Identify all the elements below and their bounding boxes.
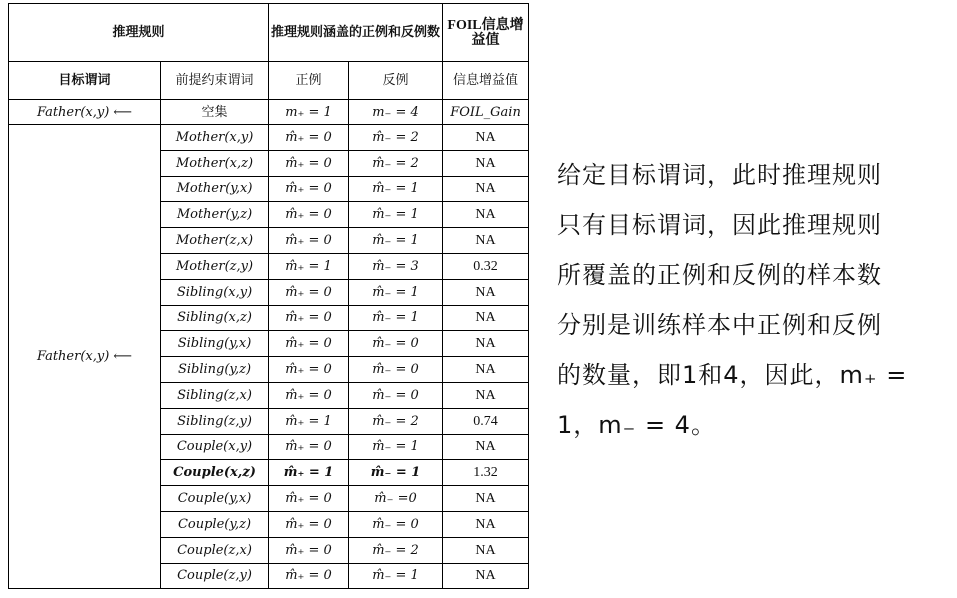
cell-pos: m̂₊ = 0 xyxy=(269,434,349,460)
cell-premise: Mother(x,z) xyxy=(161,150,269,176)
cell-premise: Mother(y,z) xyxy=(161,202,269,228)
cell-premise: Couple(y,x) xyxy=(161,486,269,512)
cell-pos: m̂₊ = 0 xyxy=(269,486,349,512)
cell-neg: m̂₋ = 1 xyxy=(349,305,443,331)
cell-premise: Sibling(z,x) xyxy=(161,382,269,408)
explanation-line: 给定目标谓词，此时推理规则 xyxy=(557,161,882,189)
cell-gain: NA xyxy=(443,331,529,357)
explanation-line: 所覆盖的正例和反例的样本数 xyxy=(557,261,882,289)
cell-premise: Sibling(x,z) xyxy=(161,305,269,331)
cell-pos: m̂₊ = 0 xyxy=(269,176,349,202)
header-premise: 前提约束谓词 xyxy=(161,62,269,100)
header-target: 目标谓词 xyxy=(9,62,161,100)
cell-neg: m̂₋ = 2 xyxy=(349,537,443,563)
base-target: Father(x,y) ⟵ xyxy=(9,100,161,125)
header-coverage: 推理规则涵盖的正例和反例数 xyxy=(269,4,443,62)
cell-premise: Mother(y,x) xyxy=(161,176,269,202)
cell-neg: m̂₋ = 1 xyxy=(349,460,443,486)
cell-gain: NA xyxy=(443,357,529,383)
cell-premise: Couple(z,x) xyxy=(161,537,269,563)
cell-pos: m̂₊ = 1 xyxy=(269,253,349,279)
cell-neg: m̂₋ =0 xyxy=(349,486,443,512)
cell-premise: Mother(z,x) xyxy=(161,228,269,254)
header-foil: FOIL信息增益值 xyxy=(443,4,529,62)
cell-premise: Mother(x,y) xyxy=(161,125,269,151)
cell-gain: 0.32 xyxy=(443,253,529,279)
cell-pos: m̂₊ = 0 xyxy=(269,279,349,305)
cell-gain: 1.32 xyxy=(443,460,529,486)
header-neg: 反例 xyxy=(349,62,443,100)
cell-pos: m̂₊ = 1 xyxy=(269,408,349,434)
cell-pos: m̂₊ = 0 xyxy=(269,511,349,537)
cell-pos: m̂₊ = 0 xyxy=(269,357,349,383)
cell-neg: m̂₋ = 1 xyxy=(349,228,443,254)
cell-neg: m̂₋ = 0 xyxy=(349,331,443,357)
cell-gain: NA xyxy=(443,202,529,228)
cell-pos: m̂₊ = 1 xyxy=(269,460,349,486)
cell-premise: Couple(z,y) xyxy=(161,563,269,589)
cell-pos: m̂₊ = 0 xyxy=(269,331,349,357)
cell-gain: NA xyxy=(443,305,529,331)
cell-gain: NA xyxy=(443,150,529,176)
cell-gain: NA xyxy=(443,176,529,202)
cell-pos: m̂₊ = 0 xyxy=(269,305,349,331)
cell-premise: Sibling(z,y) xyxy=(161,408,269,434)
header-pos: 正例 xyxy=(269,62,349,100)
cell-pos: m̂₊ = 0 xyxy=(269,202,349,228)
cell-gain: NA xyxy=(443,228,529,254)
cell-neg: m̂₋ = 0 xyxy=(349,357,443,383)
cell-premise: Sibling(y,x) xyxy=(161,331,269,357)
explanation-line: 分别是训练样本中正例和反例 xyxy=(557,311,882,339)
cell-gain: NA xyxy=(443,511,529,537)
header-rule: 推理规则 xyxy=(9,4,269,62)
cell-neg: m̂₋ = 1 xyxy=(349,202,443,228)
explanation-line: 的数量，即1和4，因此，m₊ = xyxy=(557,361,908,389)
cell-neg: m̂₋ = 3 xyxy=(349,253,443,279)
explanation-line: 只有目标谓词，因此推理规则 xyxy=(557,211,882,239)
table-row xyxy=(9,125,529,151)
base-neg: m₋ = 4 xyxy=(349,100,443,125)
cell-neg: m̂₋ = 2 xyxy=(349,408,443,434)
base-premise: 空集 xyxy=(161,100,269,125)
cell-premise: Sibling(x,y) xyxy=(161,279,269,305)
cell-neg: m̂₋ = 1 xyxy=(349,176,443,202)
header-gain: 信息增益值 xyxy=(443,62,529,100)
cell-pos: m̂₊ = 0 xyxy=(269,228,349,254)
cell-pos: m̂₊ = 0 xyxy=(269,150,349,176)
cell-pos: m̂₊ = 0 xyxy=(269,382,349,408)
explanation-line: 1，m₋ = 4。 xyxy=(557,411,716,439)
cell-gain: NA xyxy=(443,434,529,460)
foil-table xyxy=(8,3,529,589)
cell-neg: m̂₋ = 1 xyxy=(349,434,443,460)
cell-neg: m̂₋ = 1 xyxy=(349,563,443,589)
cell-neg: m̂₋ = 2 xyxy=(349,125,443,151)
cell-neg: m̂₋ = 0 xyxy=(349,511,443,537)
cell-pos: m̂₊ = 0 xyxy=(269,125,349,151)
cell-gain: NA xyxy=(443,125,529,151)
cell-gain: 0.74 xyxy=(443,408,529,434)
cell-pos: m̂₊ = 0 xyxy=(269,537,349,563)
cell-gain: NA xyxy=(443,279,529,305)
cell-premise: Mother(z,y) xyxy=(161,253,269,279)
explanation-text xyxy=(557,150,927,450)
base-pos: m₊ = 1 xyxy=(269,100,349,125)
cell-premise: Couple(x,z) xyxy=(161,460,269,486)
cell-gain: NA xyxy=(443,382,529,408)
cell-premise: Sibling(y,z) xyxy=(161,357,269,383)
cell-pos: m̂₊ = 0 xyxy=(269,563,349,589)
cell-gain: NA xyxy=(443,486,529,512)
cell-gain: NA xyxy=(443,537,529,563)
base-gain: FOIL_Gain xyxy=(443,100,529,125)
cell-premise: Couple(x,y) xyxy=(161,434,269,460)
cell-premise: Couple(y,z) xyxy=(161,511,269,537)
cell-gain: NA xyxy=(443,563,529,589)
group-target: Father(x,y) ⟵ xyxy=(9,125,161,589)
cell-neg: m̂₋ = 0 xyxy=(349,382,443,408)
cell-neg: m̂₋ = 2 xyxy=(349,150,443,176)
cell-neg: m̂₋ = 1 xyxy=(349,279,443,305)
